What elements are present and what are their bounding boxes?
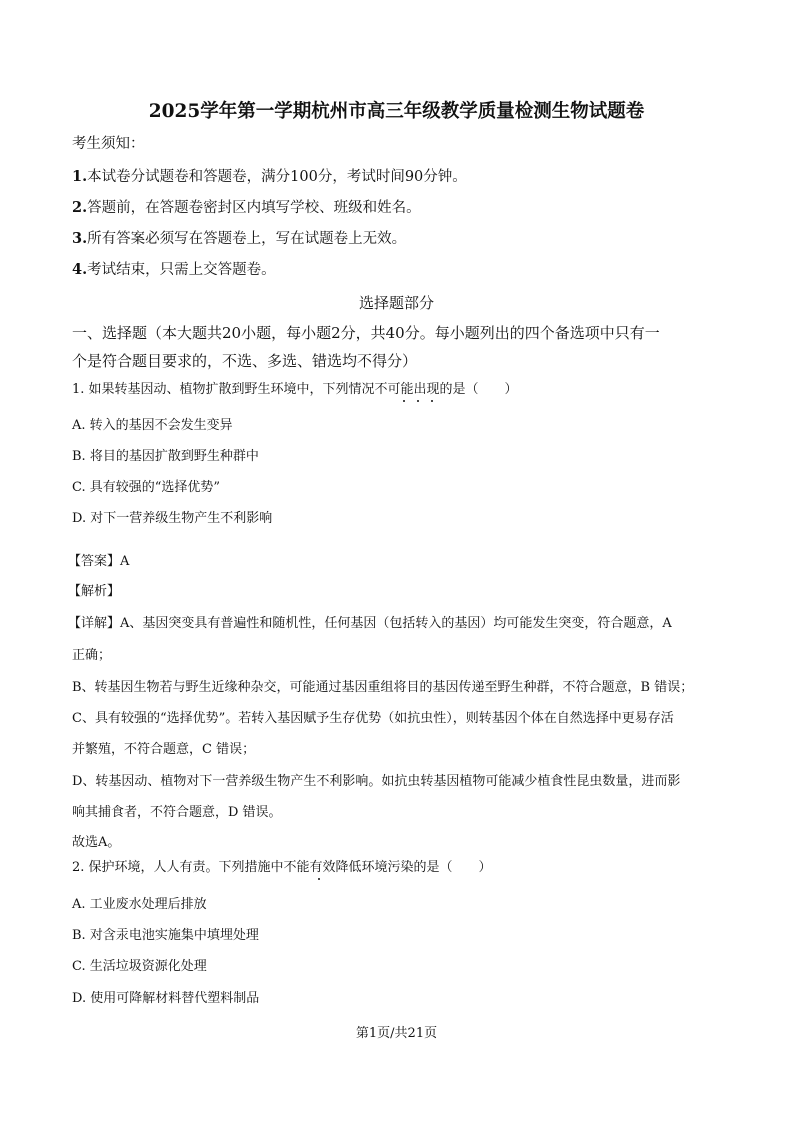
- notice-item-text: 所有答案必须写在答题卷上，写在试题卷上无效。: [87, 231, 407, 247]
- question-2-option-b: B. 对含汞电池实施集中填埋处理: [72, 928, 259, 943]
- emphasis-dot: [431, 400, 433, 402]
- emphasis-dot: [417, 400, 419, 402]
- section-intro-line-1: 一、选择题（本大题共20小题，每小题2分，共40分。每小题列出的四个备选项中只有一: [72, 324, 660, 342]
- question-1-conclusion: 故选A。: [72, 835, 121, 850]
- question-1-answer: 【答案】A: [68, 554, 130, 569]
- question-1-option-a: A. 转入的基因不会发生变异: [72, 418, 233, 433]
- emphasis-dot: [318, 878, 320, 880]
- section-intro-line-2: 个是符合题目要求的，不选、多选、错选均不得分）: [72, 352, 418, 370]
- question-1-detail-line: C、具有较强的“选择优势”。若转入基因赋予生存优势（如抗虫性），则转基因个体在自然选择中更易存活: [72, 711, 674, 726]
- section-heading: 选择题部分: [358, 294, 434, 312]
- question-1-detail-line: 并繁殖，不符合题意，C 错误；: [72, 742, 256, 757]
- notice-item-number: 2.: [72, 199, 88, 216]
- question-1-option-b: B. 将目的基因扩散到野生种群中: [72, 449, 259, 464]
- notice-item-2: [72, 198, 421, 218]
- notice-item-number: 1.: [72, 168, 88, 185]
- question-2-stem: 2. 保护环境，人人有责。下列措施中不能有效降低环境污染的是（ ）: [72, 860, 492, 875]
- notice-item-text: 答题前，在答题卷密封区内填写学校、班级和姓名。: [87, 200, 421, 216]
- question-1-detail-line: B、转基因生物若与野生近缘种杂交，可能通过基因重组将目的基因传递至野生种群，不符合题意，B 错误；: [72, 680, 694, 695]
- question-1-detail-line: 响其捕食者，不符合题意，D 错误。: [72, 805, 282, 820]
- notice-item-number: 4.: [72, 261, 88, 278]
- page-footer: 第1页/共21页: [355, 1026, 438, 1041]
- notice-heading: 考生须知：: [72, 136, 145, 152]
- question-1-option-d: D. 对下一营养级生物产生不利影响: [72, 511, 273, 526]
- question-1-stem: 1. 如果转基因动、植物扩散到野生环境中，下列情况不可能出现的是（ ）: [72, 382, 518, 397]
- notice-item-1: [72, 167, 467, 187]
- question-1-option-c: C. 具有较强的“选择优势”: [72, 480, 221, 495]
- question-1-analysis-label: 【解析】: [68, 584, 121, 599]
- question-1-detail-line: 正确；: [72, 648, 112, 663]
- question-1-detail-line: 【详解】A、基因突变具有普遍性和随机性，任何基因（包括转入的基因）均可能发生突变，符合题意，A: [68, 616, 672, 631]
- notice-item-3: [72, 229, 406, 249]
- notice-item-text: 考试结束，只需上交答题卷。: [87, 262, 276, 278]
- question-2-option-d: D. 使用可降解材料替代塑料制品: [72, 991, 260, 1006]
- notice-item-4: [72, 260, 276, 280]
- question-1-detail-line: D、转基因动、植物对下一营养级生物产生不利影响。如抗虫转基因植物可能减少植食性昆虫数量，进而影: [72, 774, 681, 789]
- emphasis-dot: [403, 400, 405, 402]
- question-2-option-a: A. 工业废水处理后排放: [72, 897, 207, 912]
- notice-item-text: 本试卷分试题卷和答题卷，满分100分，考试时间90分钟。: [87, 169, 467, 185]
- question-2-option-c: C. 生活垃圾资源化处理: [72, 959, 207, 974]
- page-title: 2025学年第一学期杭州市高三年级教学质量检测生物试题卷: [148, 101, 645, 122]
- notice-item-number: 3.: [72, 230, 88, 247]
